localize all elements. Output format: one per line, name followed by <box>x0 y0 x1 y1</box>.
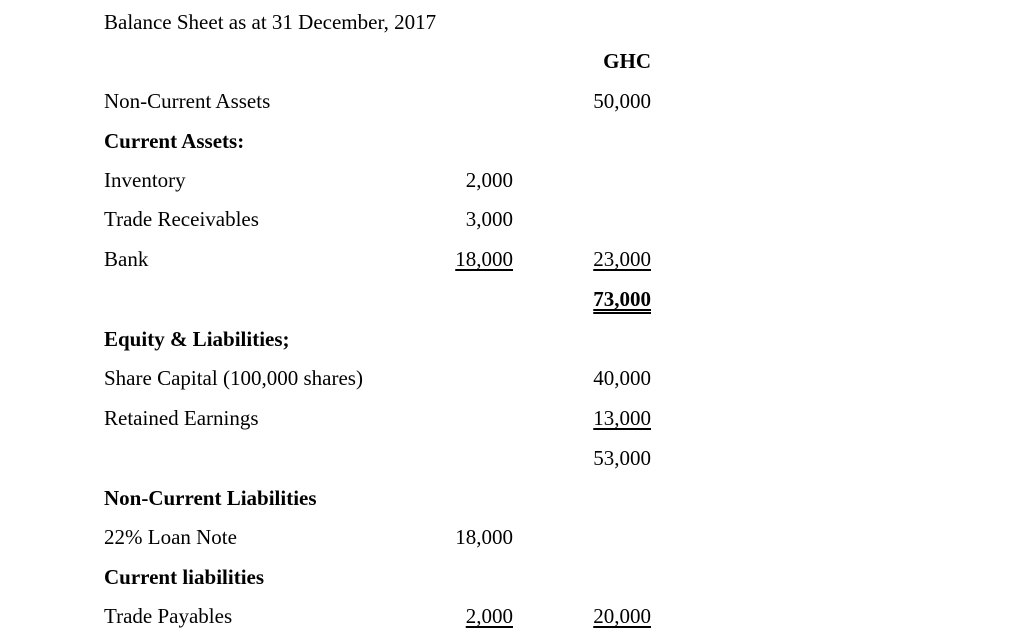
share-capital-total: 40,000 <box>593 366 651 390</box>
trade-receivables-amount: 3,000 <box>465 207 513 231</box>
inventory-amount: 2,000 <box>465 168 513 192</box>
equity-liabilities-heading: Equity & Liabilities; <box>104 327 290 351</box>
loan-note-amount: 18,000 <box>455 525 513 549</box>
inventory-label: Inventory <box>104 168 186 192</box>
page-title: Balance Sheet as at 31 December, 2017 <box>104 10 437 34</box>
liabilities-total: 20,000 <box>593 604 651 628</box>
current-liabilities-heading: Current liabilities <box>104 565 265 589</box>
share-capital-label: Share Capital (100,000 shares) <box>104 366 363 390</box>
current-assets-total: 23,000 <box>593 247 651 271</box>
total-assets: 73,000 <box>593 287 651 311</box>
equity-total: 53,000 <box>593 446 651 470</box>
non-current-liabilities-heading: Non-Current Liabilities <box>104 486 317 510</box>
current-assets-heading: Current Assets: <box>104 129 245 153</box>
non-current-assets-total: 50,000 <box>593 89 651 113</box>
non-current-assets-label: Non-Current Assets <box>104 89 271 113</box>
bank-amount: 18,000 <box>455 247 513 271</box>
trade-payables-amount: 2,000 <box>465 604 513 628</box>
trade-payables-label: Trade Payables <box>104 604 233 628</box>
trade-receivables-label: Trade Receivables <box>104 207 259 231</box>
bank-label: Bank <box>104 247 149 271</box>
retained-earnings-label: Retained Earnings <box>104 406 259 430</box>
loan-note-label: 22% Loan Note <box>104 525 237 549</box>
retained-earnings-total: 13,000 <box>593 406 651 430</box>
currency-header: GHC <box>603 49 651 73</box>
